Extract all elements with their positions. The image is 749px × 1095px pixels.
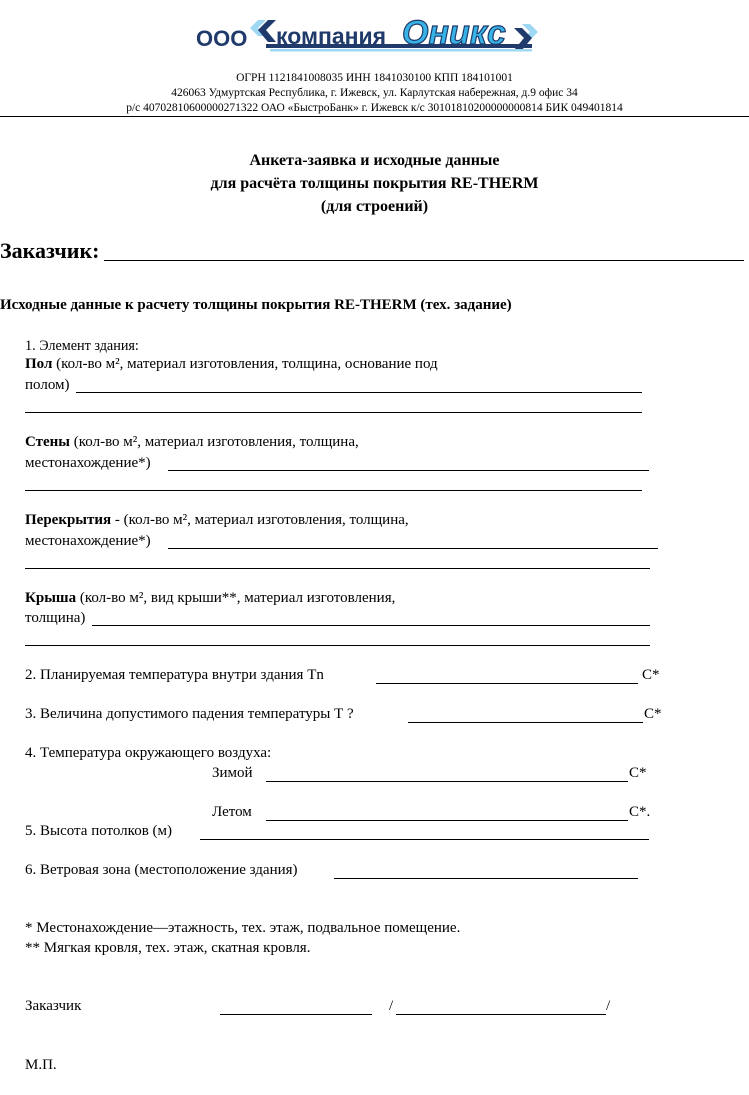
floor-cont: полом) <box>25 377 70 393</box>
ceiling-height-field[interactable] <box>200 839 649 840</box>
walls-bold: Стены <box>25 434 71 450</box>
floor-bold: Пол <box>25 356 53 372</box>
floor-field-1[interactable] <box>76 392 642 393</box>
section-heading: Исходные данные к расчету толщины покрытия RE-THERM (тех. задание) <box>0 297 512 313</box>
ceilings-cont: местонахождение*) <box>25 533 151 549</box>
item-3-label: 3. Величина допустимого падения температуры Т ? <box>25 706 354 722</box>
item-4-label: 4. Температура окружающего воздуха: <box>25 745 272 761</box>
item-1-label: 1. Элемент здания: <box>25 338 139 354</box>
stamp-label: М.П. <box>25 1057 57 1073</box>
signature-slash-open: / <box>389 998 394 1014</box>
roof-cont: толщина) <box>25 610 86 626</box>
ceilings-bold: Перекрытия <box>25 512 112 528</box>
title-line-1: Анкета-заявка и исходные данные <box>249 152 500 169</box>
logo-middle-text: компания <box>276 23 387 49</box>
logo-graphic <box>196 6 556 62</box>
winter-label: Зимой <box>212 765 253 781</box>
walls-label <box>25 434 359 451</box>
customer-field[interactable] <box>104 260 744 261</box>
roof-text: (кол-во м², вид крыши**, материал изготовления, <box>76 590 396 606</box>
winter-temp-field[interactable] <box>266 781 628 782</box>
title-line-3: (для строений) <box>320 198 429 215</box>
ceilings-label <box>25 512 409 529</box>
logo-prefix-text: ООО <box>196 26 248 51</box>
item-5-label: 5. Высота потолков (м) <box>25 823 173 839</box>
floor-label <box>25 356 438 373</box>
ceilings-field-1[interactable] <box>168 548 658 549</box>
walls-field-2[interactable] <box>25 490 642 491</box>
floor-text: (кол-во м², материал изготовления, толщина, основание под <box>52 356 438 372</box>
customer-label: Заказчик: <box>0 238 100 263</box>
signature-field[interactable] <box>220 1014 372 1015</box>
company-logo <box>196 6 556 62</box>
item-6-label: 6. Ветровая зона (местоположение здания) <box>25 862 298 878</box>
roof-label <box>25 590 395 607</box>
summer-temp-field[interactable] <box>266 820 628 821</box>
logo-brand-text: Оникс <box>402 14 506 52</box>
walls-cont: местонахождение*) <box>25 455 151 471</box>
winter-unit: С* <box>629 765 647 781</box>
roof-field-2[interactable] <box>25 645 650 646</box>
walls-text: (кол-во м², материал изготовления, толщина, <box>70 434 359 450</box>
item-2-unit: С* <box>642 667 660 683</box>
signature-slash-close: / <box>606 998 611 1014</box>
floor-field-2[interactable] <box>25 412 642 413</box>
ceilings-text: - (кол-во м², материал изготовления, толщина, <box>111 512 409 528</box>
wind-zone-field[interactable] <box>334 878 638 879</box>
item-3-unit: С* <box>644 706 662 722</box>
signature-customer-label: Заказчик <box>25 998 82 1014</box>
requisites-line-3: р/с 40702810600000271322 ОАО «БыстроБанк» г. Ижевск к/с 30101810200000000814 БИК 049401814 <box>126 102 623 114</box>
note-2: ** Мягкая кровля, тех. этаж, скатная кровля. <box>25 940 311 956</box>
note-1: * Местонахождение—этажность, тех. этаж, подвальное помещение. <box>25 920 461 936</box>
ceilings-field-2[interactable] <box>25 568 650 569</box>
item-2-label: 2. Планируемая температура внутри здания Tn <box>25 667 324 683</box>
header-divider <box>0 116 749 117</box>
temp-drop-field[interactable] <box>408 722 643 723</box>
summer-label: Летом <box>212 804 252 820</box>
summer-unit: С*. <box>629 804 651 820</box>
requisites-line-2: 426063 Удмуртская Республика, г. Ижевск, ул. Карлутская набережная, д.9 офис 34 <box>171 87 578 99</box>
inside-temp-field[interactable] <box>376 683 638 684</box>
requisites-line-1: ОГРН 1121841008035 ИНН 1841030100 КПП 184101001 <box>236 72 513 84</box>
walls-field-1[interactable] <box>168 470 649 471</box>
roof-field-1[interactable] <box>92 625 650 626</box>
roof-bold: Крыша <box>25 590 77 606</box>
title-line-2: для расчёта толщины покрытия RE-THERM <box>210 175 539 192</box>
signature-name-field[interactable] <box>396 1014 606 1015</box>
